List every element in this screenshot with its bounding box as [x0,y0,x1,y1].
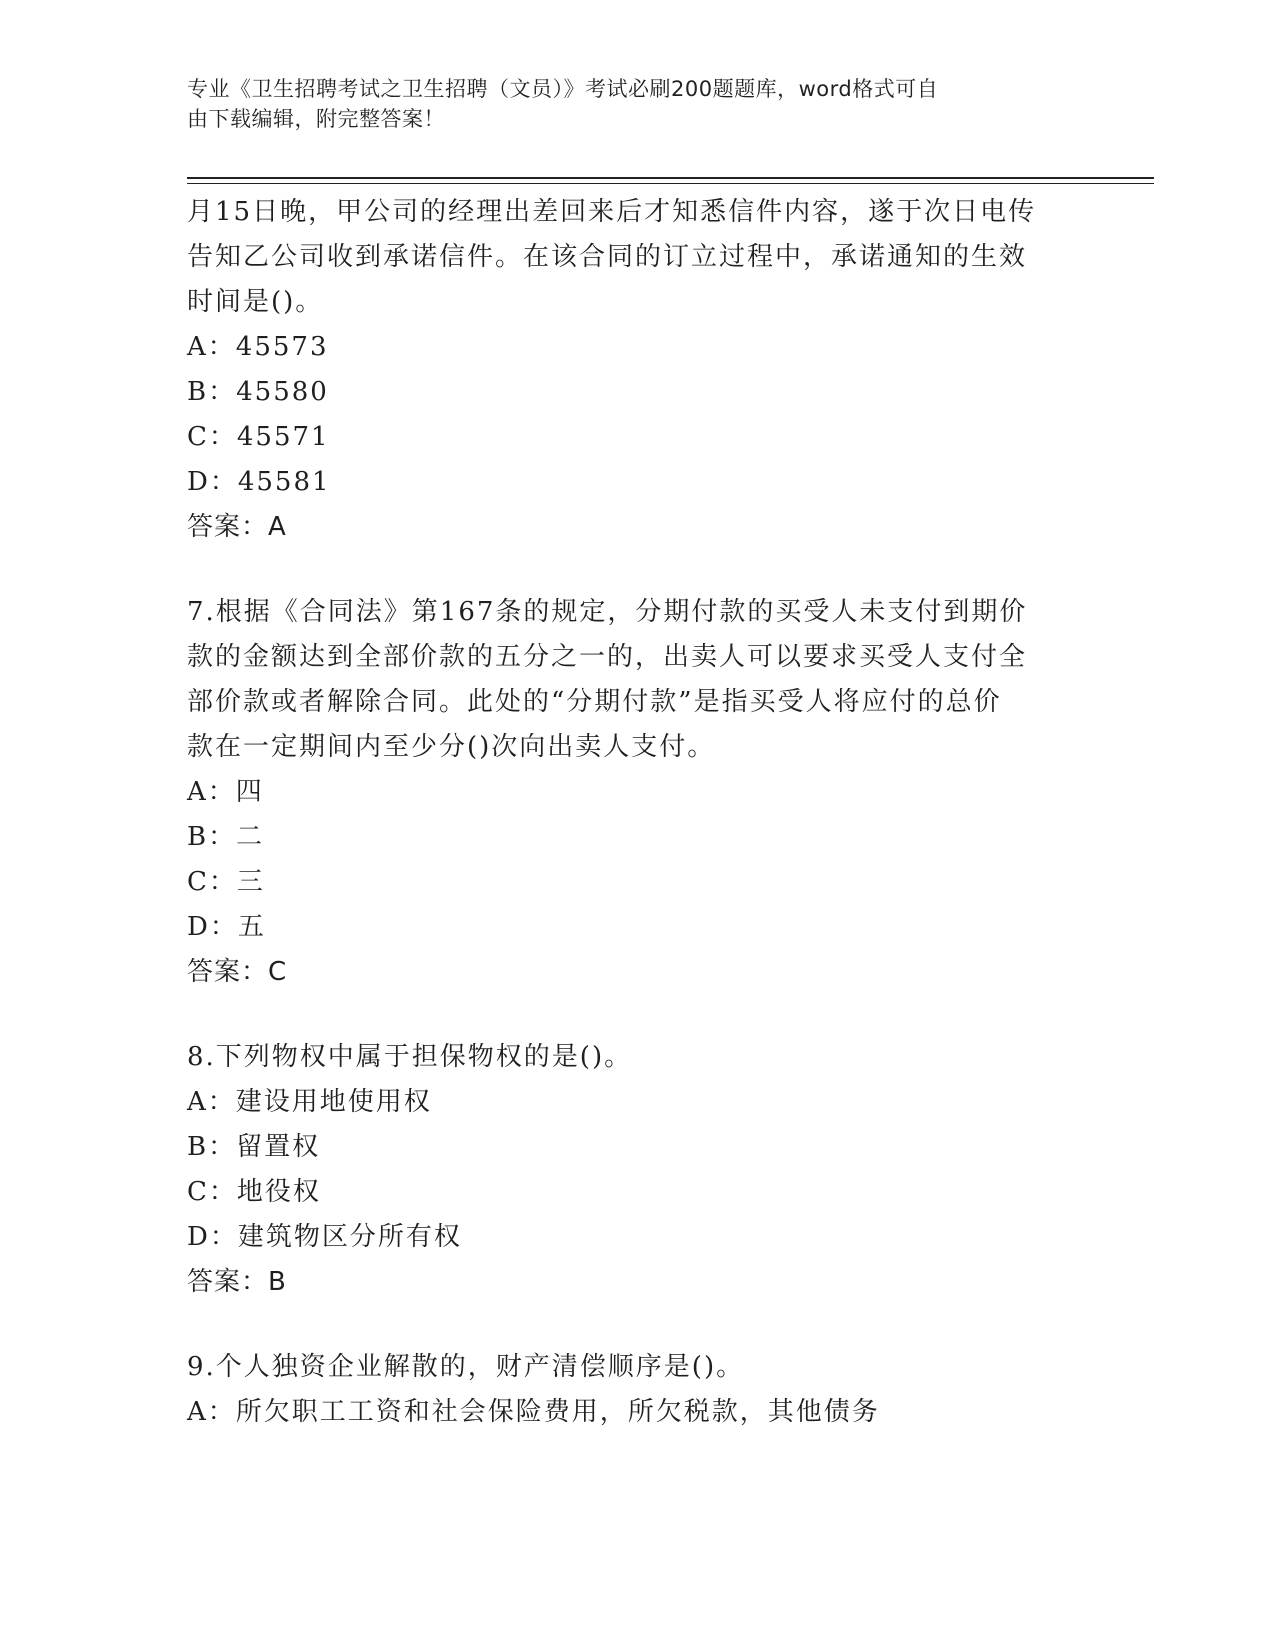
option-a: A：45573 [187,332,329,362]
question-6 [187,190,1087,550]
question-stem-line: 7.根据《合同法》第167条的规定，分期付款的买受人未支付到期价 [187,597,1028,627]
header-line-2: 由下载编辑，附完整答案！ [187,107,445,131]
option-d: D：五 [187,912,266,942]
question-stem-line: 8.下列物权中属于担保物权的是()。 [187,1042,633,1072]
header-rule-thick [187,177,1154,179]
answer-line: 答案：B [187,1267,287,1297]
question-9 [187,1345,1087,1435]
page-header [187,74,1067,134]
header-line-1: 专业《卫生招聘考试之卫生招聘（文员）》考试必刷200题题库，word格式可自 [187,77,939,101]
option-b: B：留置权 [187,1132,321,1162]
spacer [187,550,1087,590]
question-8 [187,1035,1087,1305]
spacer [187,1305,1087,1345]
option-b: B：45580 [187,377,329,407]
question-stem-line: 款的金额达到全部价款的五分之一的，出卖人可以要求买受人支付全 [187,642,1028,672]
option-d: D：建筑物区分所有权 [187,1222,462,1252]
option-a: A：所欠职工工资和社会保险费用，所欠税款，其他债务 [187,1397,880,1427]
question-7 [187,590,1087,995]
question-content [187,190,1087,1435]
answer-line: 答案：A [187,512,287,542]
option-c: C：地役权 [187,1177,321,1207]
question-stem-line: 款在一定期间内至少分()次向出卖人支付。 [187,732,716,762]
question-stem-line: 时间是()。 [187,287,324,317]
option-a: A：建设用地使用权 [187,1087,432,1117]
header-rule-thin [187,183,1154,184]
option-c: C：三 [187,867,265,897]
option-c: C：45571 [187,422,330,452]
question-stem-line: 月15日晚，甲公司的经理出差回来后才知悉信件内容，遂于次日电传 [187,197,1037,227]
question-stem-line: 告知乙公司收到承诺信件。在该合同的订立过程中，承诺通知的生效 [187,242,1028,272]
question-stem-line: 部价款或者解除合同。此处的“分期付款”是指买受人将应付的总价 [187,687,1002,717]
option-a: A：四 [187,777,264,807]
spacer [187,995,1087,1035]
question-stem-line: 9.个人独资企业解散的，财产清偿顺序是()。 [187,1352,745,1382]
option-d: D：45581 [187,467,331,497]
answer-line: 答案：C [187,957,288,987]
option-b: B：二 [187,822,265,852]
